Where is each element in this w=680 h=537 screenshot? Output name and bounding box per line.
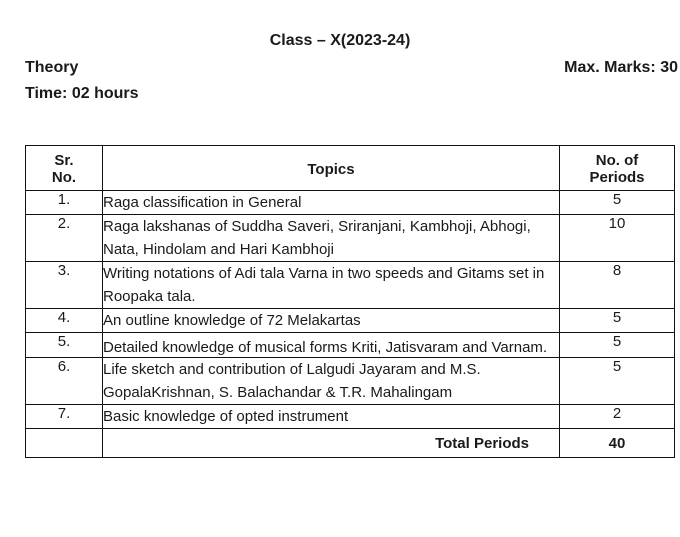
- topic-cell: An outline knowledge of 72 Melakartas: [103, 309, 560, 333]
- table-header-row: [26, 146, 675, 191]
- topic-cell: Writing notations of Adi tala Varna in two speeds and Gitams set in Roopaka tala.: [103, 262, 560, 309]
- topic-cell: Detailed knowledge of musical forms Kriti, Jatisvaram and Varnam.: [103, 333, 560, 358]
- periods-cell: 5: [560, 309, 675, 333]
- table-row: [26, 262, 675, 309]
- sr-no-cell: 4.: [26, 309, 103, 333]
- time-label: Time: 02 hours: [25, 85, 139, 102]
- column-header-periods: No. of Periods: [560, 146, 675, 191]
- sr-no-cell: 1.: [26, 191, 103, 215]
- table-row: [26, 215, 675, 262]
- periods-cell: 10: [560, 215, 675, 262]
- topic-cell: Basic knowledge of opted instrument: [103, 405, 560, 429]
- table-row: [26, 333, 675, 358]
- table-row: [26, 405, 675, 429]
- topic-cell: Raga lakshanas of Suddha Saveri, Sriranjani, Kambhoji, Abhogi, Nata, Hindolam and Hari Kambhoji: [103, 215, 560, 262]
- periods-cell: 5: [560, 358, 675, 405]
- sr-no-cell: 7.: [26, 405, 103, 429]
- column-header-topics: Topics: [103, 146, 560, 191]
- periods-cell: 2: [560, 405, 675, 429]
- periods-cell: 5: [560, 191, 675, 215]
- max-marks-label: Max. Marks: 30: [564, 59, 678, 76]
- sr-no-cell: 5.: [26, 333, 103, 358]
- periods-cell: 8: [560, 262, 675, 309]
- periods-cell: 5: [560, 333, 675, 358]
- theory-label: Theory: [25, 59, 79, 76]
- table-row: [26, 191, 675, 215]
- sr-no-cell: 2.: [26, 215, 103, 262]
- table-row: [26, 309, 675, 333]
- syllabus-table: [25, 145, 675, 458]
- total-label: Total Periods: [103, 429, 560, 458]
- total-empty-cell: [26, 429, 103, 458]
- topic-cell: Life sketch and contribution of Lalgudi Jayaram and M.S. GopalaKrishnan, S. Balachandar & T.R. Mahalingam: [103, 358, 560, 405]
- sr-no-cell: 6.: [26, 358, 103, 405]
- total-value: 40: [560, 429, 675, 458]
- total-row: [26, 429, 675, 458]
- sr-no-cell: 3.: [26, 262, 103, 309]
- column-header-sr-no: Sr. No.: [26, 146, 103, 191]
- page-title: Class – X(2023-24): [269, 32, 411, 49]
- table-row: [26, 358, 675, 405]
- topic-cell: Raga classification in General: [103, 191, 560, 215]
